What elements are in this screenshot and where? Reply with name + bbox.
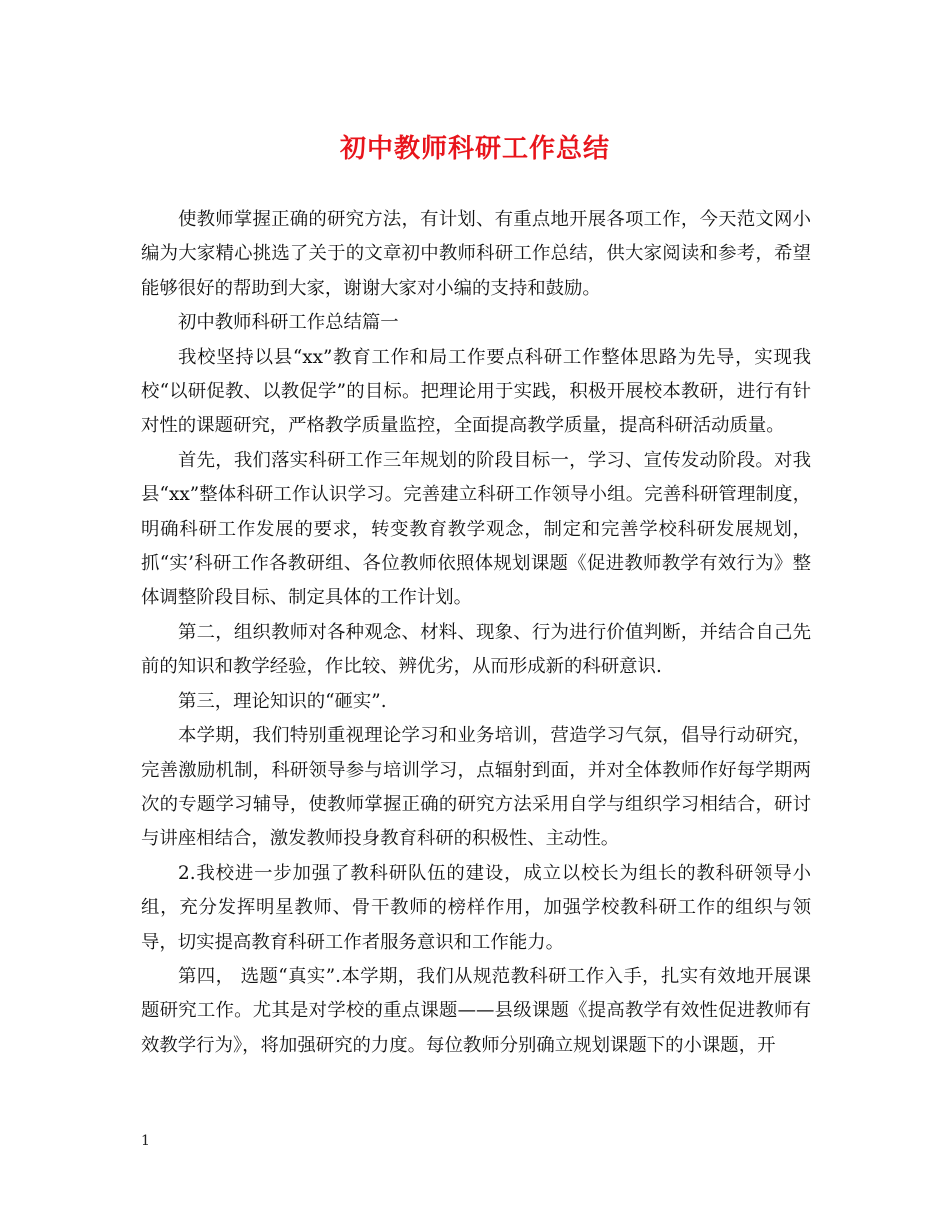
document-title: 初中教师科研工作总结 [339, 134, 610, 164]
paragraph-7: 第四， 选题“真实”.本学期，我们从规范教科研工作入手，扎实有效地开展课题研究工作。尤其是对学校的重点课题——县级课题《提高教学有效性促进教师有效教学行为》，将加强研究的力度。每位教师分别确立规划课题下的小课题，开 [141, 965, 811, 1056]
paragraph-subheading: 初中教师科研工作总结篇一 [178, 312, 399, 334]
document-body [141, 203, 811, 1063]
paragraph-6: 2.我校进一步加强了教科研队伍的建设，成立以校长为组长的教科研领导小组，充分发挥明星教师、骨干教师的榜样作用，加强学校教科研工作的组织与领导，切实提高教育科研工作者服务意识和工作能力。 [141, 862, 811, 953]
paragraph-intro: 使教师掌握正确的研究方法，有计划、有重点地开展各项工作，今天范文网小编为大家精心挑选了关于的文章初中教师科研工作总结，供大家阅读和参考，希望能够很好的帮助到大家，谢谢大家对小编的支持和鼓励。 [141, 209, 811, 299]
paragraph-2: 首先，我们落实科研工作三年规划的阶段目标一，学习、宣传发动阶段。对我县“xx”整体科研工作认识学习。完善建立科研工作领导小组。完善科研管理制度，明确科研工作发展的要求，转变教育教学观念，制定和完善学校科研发展规划，抓“实’科研工作各教研组、各位教师依照体规划课题《促进教师教学有效行为》整体调整阶段目标、制定具体的工作计划。 [141, 449, 811, 609]
paragraph-4: 第三，理论知识的“砸实”. [178, 690, 387, 712]
paragraph-5: 本学期，我们特别重视理论学习和业务培训，营造学习气氛，倡导行动研究，完善激励机制，科研领导参与培训学习，点辐射到面，并对全体教师作好每学期两次的专题学习辅导，使教师掌握正确的研究方法采用自学与组织学习相结合，研讨与讲座相结合，激发教师投身教育科研的积极性、主动性。 [141, 725, 811, 850]
paragraph-1: 我校坚持以县“xx”教育工作和局工作要点科研工作整体思路为先导，实现我校“以研促教、以教促学”的目标。把理论用于实践，积极开展校本教研，进行有针对性的课题研究，严格教学质量监控，全面提高教学质量，提高科研活动质量。 [141, 346, 811, 437]
page-number: 1 [141, 1133, 150, 1149]
paragraph-3: 第二，组织教师对各种观念、材料、现象、行为进行价值判断，并结合自己先前的知识和教学经验，作比较、辨优劣，从而形成新的科研意识. [141, 621, 811, 678]
